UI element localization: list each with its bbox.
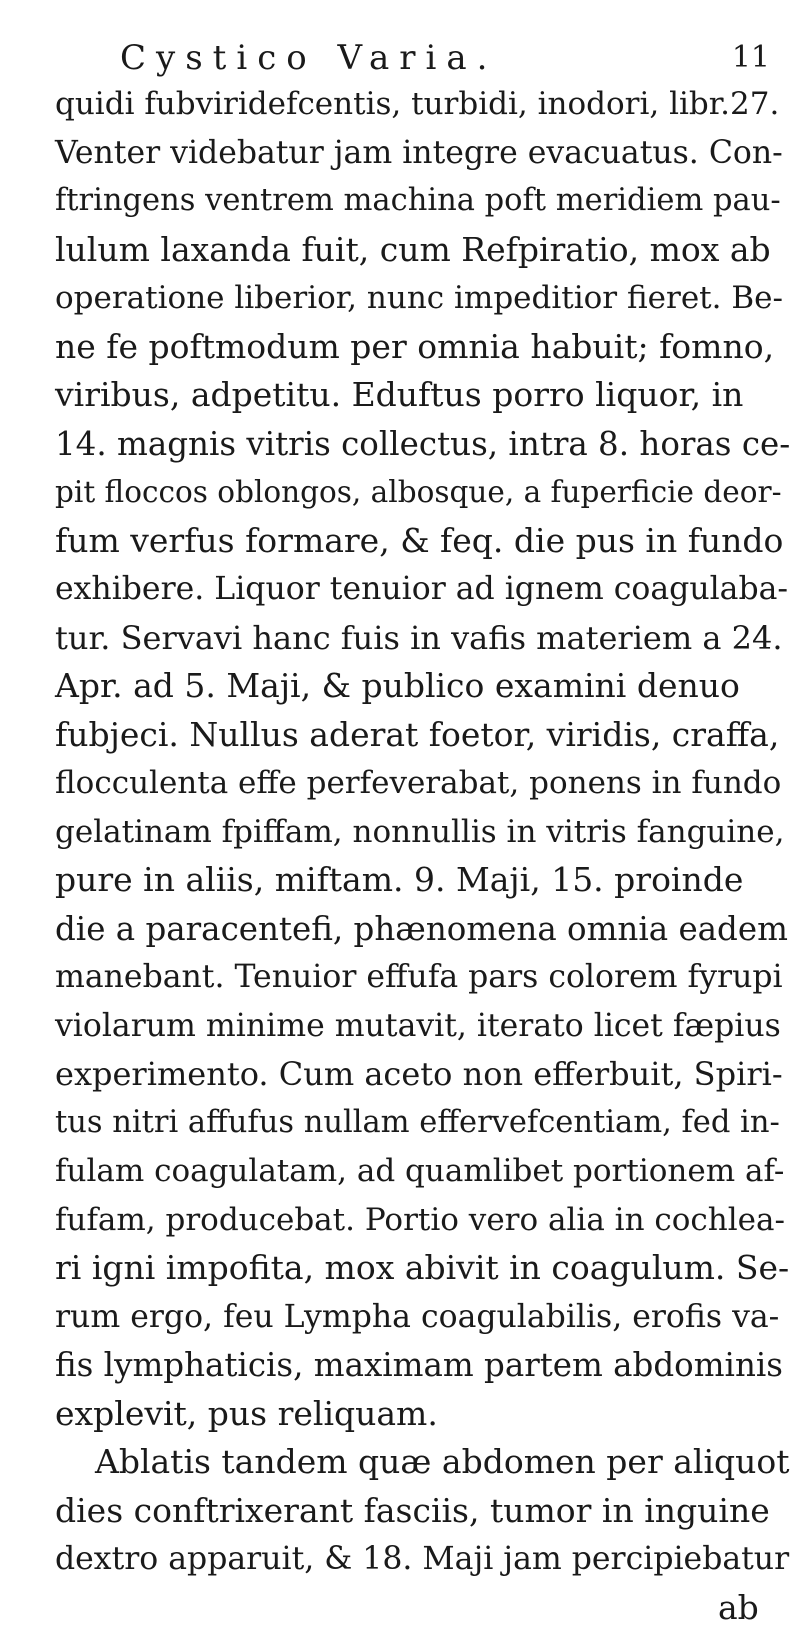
text-line: ftringens ventrem machina poft meridiem pau- bbox=[55, 177, 775, 226]
paragraph-start-line: Ablatis tandem quæ abdomen per aliquot bbox=[55, 1438, 775, 1487]
text-line: viribus, adpetitu. Eduftus porro liquor, in bbox=[55, 371, 775, 420]
text-line: operatione liberior, nunc impeditior fieret. Be- bbox=[55, 274, 775, 323]
text-line: manebant. Tenuior effufa pars colorem fyrupi bbox=[55, 953, 775, 1002]
text-line: fis lymphaticis, maximam partem abdominis bbox=[55, 1341, 775, 1390]
text-line: rum ergo, feu Lympha coagulabilis, erofis va- bbox=[55, 1293, 775, 1342]
text-line: fulam coagulatam, ad quamlibet portionem af- bbox=[55, 1147, 775, 1196]
page-number: 11 bbox=[732, 36, 770, 80]
text-line: explevit, pus reliquam. bbox=[55, 1390, 775, 1439]
text-line: fubjeci. Nullus aderat foetor, viridis, craffa, bbox=[55, 711, 775, 760]
text-line: dextro apparuit, & 18. Maji jam percipiebatur bbox=[55, 1535, 775, 1584]
text-line: lulum laxanda fuit, cum Refpiratio, mox ab bbox=[55, 226, 775, 275]
text-line: gelatinam fpiffam, nonnullis in vitris fanguine, bbox=[55, 808, 775, 857]
text-line: quidi fubviridefcentis, turbidi, inodori, libr.27. bbox=[55, 80, 775, 129]
running-title: Cystico Varia. bbox=[120, 36, 720, 80]
text-line: ri igni impofita, mox abivit in coagulum. Se- bbox=[55, 1244, 775, 1293]
text-line: tur. Servavi hanc fuis in vafis materiem a 24. bbox=[55, 614, 775, 663]
text-line: 14. magnis vitris collectus, intra 8. horas ce- bbox=[55, 420, 775, 469]
text-line: experimento. Cum aceto non efferbuit, Spiri- bbox=[55, 1050, 775, 1099]
text-line: fum verfus formare, & feq. die pus in fundo bbox=[55, 517, 775, 566]
text-line: fufam, producebat. Portio vero alia in cochlea- bbox=[55, 1196, 775, 1245]
text-line: violarum minime mutavit, iterato licet fæpius bbox=[55, 1002, 775, 1051]
text-line: pit floccos oblongos, albosque, a fuperficie deor- bbox=[55, 468, 775, 517]
text-line: ne fe poftmodum per omnia habuit; fomno, bbox=[55, 323, 775, 372]
text-line: tus nitri affufus nullam effervefcentiam, fed in- bbox=[55, 1099, 775, 1148]
text-line: die a paracentefi, phænomena omnia eadem bbox=[55, 905, 775, 954]
catchword: ab bbox=[55, 1584, 775, 1632]
text-line: Apr. ad 5. Maji, & publico examini denuo bbox=[55, 662, 775, 711]
text-line: pure in aliis, miftam. 9. Maji, 15. proinde bbox=[55, 856, 775, 905]
text-line: exhibere. Liquor tenuior ad ignem coagulaba- bbox=[55, 565, 775, 614]
text-line: flocculenta effe perfeverabat, ponens in fundo bbox=[55, 759, 775, 808]
text-line: Venter videbatur jam integre evacuatus. Con- bbox=[55, 129, 775, 178]
text-line: dies conftrixerant fasciis, tumor in inguine bbox=[55, 1487, 775, 1536]
body-text bbox=[55, 80, 775, 1632]
